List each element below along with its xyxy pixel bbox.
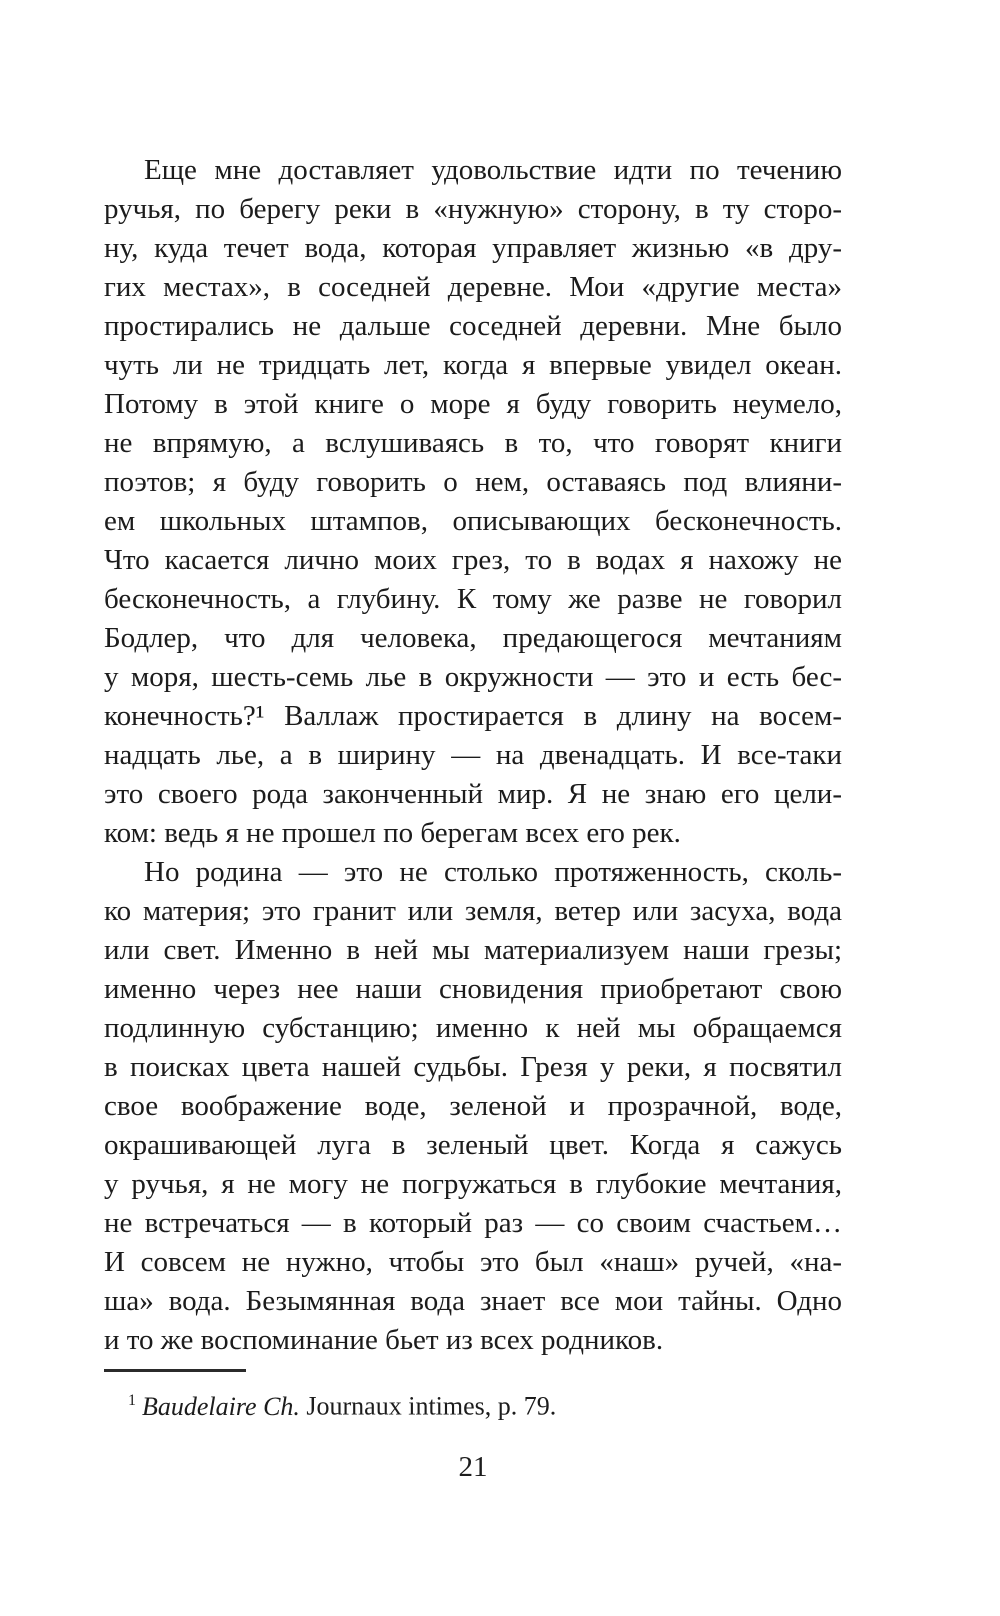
paragraph <box>104 151 842 853</box>
text-line: И совсем не нужно, чтобы это был «наш» ручей, «на- <box>104 1246 842 1278</box>
text-line: не встречаться — в который раз — со своим счастьем… <box>104 1207 842 1239</box>
text-line: подлинную субстанцию; именно к ней мы обращаемся <box>104 1012 842 1044</box>
footnote-separator <box>104 1369 246 1372</box>
text-line: именно через нее наши сновидения приобретают свою <box>104 973 842 1005</box>
footnote-text <box>104 1385 842 1423</box>
text-line: ком: ведь я не прошел по берегам всех его рек. <box>104 817 681 849</box>
text-line: Что касается лично моих грез, то в водах я нахожу не <box>104 544 842 576</box>
text-line: чуть ли не тридцать лет, когда я впервые увидел океан. <box>104 349 842 381</box>
text-line: ручья, по берегу реки в «нужную» сторону, в ту сторо- <box>104 193 842 225</box>
text-line: Потому в этой книге о море я буду говорить неумело, <box>104 388 842 420</box>
page-number: 21 <box>458 1451 488 1483</box>
footnote-reference: Journaux intimes, p. 79. <box>306 1391 557 1421</box>
text-line: не впрямую, а вслушиваясь в то, что говорят книги <box>104 427 842 459</box>
footnote-marker: 1 <box>128 1392 136 1409</box>
text-line: бесконечность, а глубину. К тому же разве не говорил <box>104 583 842 615</box>
text-line: Бодлер, что для человека, предающегося мечтаниям <box>104 622 842 654</box>
text-line: у ручья, я не могу не погружаться в глубокие мечтания, <box>104 1168 842 1200</box>
text-line: свое воображение воде, зеленой и прозрачной, воде, <box>104 1090 842 1122</box>
text-line: Но родина — это не столько протяженность, сколь- <box>144 856 842 888</box>
text-line: или свет. Именно в ней мы материализуем наши грезы; <box>104 934 842 966</box>
footnote-author: Baudelaire Ch. <box>142 1391 300 1421</box>
text-line: в поисках цвета нашей судьбы. Грезя у реки, я посвятил <box>104 1051 842 1083</box>
text-line: ша» вода. Безымянная вода знает все мои тайны. Одно <box>104 1285 842 1317</box>
text-line: ем школьных штампов, описывающих бесконечность. <box>104 505 842 537</box>
text-line: ко материя; это гранит или земля, ветер или засуха, вода <box>104 895 842 927</box>
text-line: у моря, шесть-семь лье в окружности — это и есть бес- <box>104 661 842 693</box>
footnote <box>104 1369 842 1423</box>
text-line: окрашивающей луга в зеленый цвет. Когда я сажусь <box>104 1129 842 1161</box>
paragraph <box>104 853 842 1360</box>
text-line: ну, куда течет вода, которая управляет жизнью «в дру- <box>104 232 842 264</box>
text-line: это своего рода законченный мир. Я не знаю его цели- <box>104 778 842 810</box>
text-line: и то же воспоминание бьет из всех родников. <box>104 1324 664 1356</box>
text-line: надцать лье, а в ширину — на двенадцать. И все-таки <box>104 739 842 771</box>
text-line: конечность?¹ Валлаж простирается в длину на восем- <box>104 700 842 732</box>
text-line: Еще мне доставляет удовольствие идти по течению <box>144 154 842 186</box>
text-block <box>104 151 842 1360</box>
text-line: гих местах», в соседней деревне. Мои «другие места» <box>104 271 842 303</box>
text-line: поэтов; я буду говорить о нем, оставаясь под влияни- <box>104 466 842 498</box>
text-line: простирались не дальше соседней деревни. Мне было <box>104 310 842 342</box>
